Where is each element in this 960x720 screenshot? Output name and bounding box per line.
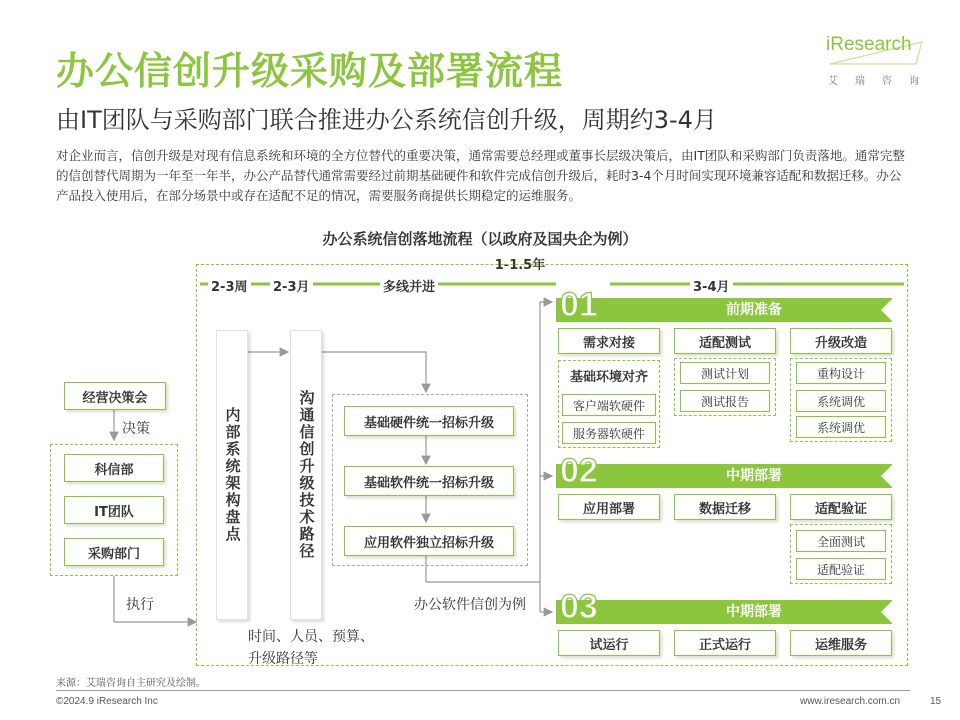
- phase1-server-hw-sw: 服务器软硬件: [562, 422, 656, 444]
- team-box-tech: 科信部: [64, 454, 164, 482]
- phase1-env-head: 基础环境对齐: [569, 370, 648, 385]
- overall-duration: 1-1.5年: [494, 258, 546, 273]
- website-link[interactable]: www.iresearch.com.cn: [800, 696, 901, 707]
- timeline-label-2: 2-3月: [270, 276, 313, 295]
- phase2-banner: [556, 464, 892, 488]
- team-box-it: IT团队: [64, 496, 164, 524]
- footer-divider: [56, 690, 910, 691]
- phase1-redesign: 重构设计: [796, 362, 886, 384]
- phase2-number: 02: [560, 452, 598, 490]
- phase1-tuning-1: 系统调优: [796, 390, 886, 412]
- timeline-label-3: 多线并进: [380, 276, 438, 295]
- intro-paragraph: 对企业而言，信创升级是对现有信息系统和环境的全方位替代的重要决策，通常需要总经理或董事长层级决策后，由IT团队和采购部门负责落地。通常完整的信创替代周期为一年至一年半，办公产品替代通常需要经过前期基础硬件和软件完成信创升级后，耗时3-4个月时间实现环境兼容适配和数据迁移。办公产品投入使用后，在部分场景中或存在适配不足的情况，需要服务商提供长期稳定的运维服务。: [56, 148, 905, 203]
- logo-wordmark: iResearch: [826, 34, 912, 55]
- phase2-adapt-verify-head: 适配验证: [790, 494, 892, 520]
- logo-subtitle: 艾瑞咨询: [828, 76, 936, 87]
- source-note: 来源：艾瑞咨询自主研究及绘制。: [56, 678, 206, 689]
- hardware-tender-box: 基础硬件统一招标升级: [344, 406, 514, 436]
- team-box-procurement: 采购部门: [64, 538, 164, 566]
- phase3-trial-run: 试运行: [558, 630, 660, 656]
- diagram-title: 办公系统信创落地流程（以政府及国央企为例）: [322, 230, 638, 248]
- timeline-label-1: 2-3周: [208, 276, 251, 295]
- phase2-app-deploy: 应用部署: [558, 494, 660, 520]
- phase1-tuning-2: 系统调优: [796, 416, 886, 438]
- phase1-title: 前期准备: [726, 302, 782, 318]
- phase1-upgrade-head: 升级改造: [790, 328, 892, 354]
- copyright: ©2024.9 iResearch Inc: [56, 696, 158, 707]
- phase3-maintenance: 运维服务: [790, 630, 892, 656]
- phase2-data-migration: 数据迁移: [674, 494, 776, 520]
- phase2-full-test: 全面测试: [796, 530, 886, 552]
- phase1-test-plan: 测试计划: [680, 362, 770, 384]
- iresearch-logo: [826, 34, 926, 70]
- page-title: 办公信创升级采购及部署流程: [56, 49, 564, 93]
- office-example-label: 办公软件信创为例: [414, 597, 526, 613]
- decision-label: 决策: [122, 421, 150, 437]
- decision-meeting-box: 经营决策会: [64, 382, 166, 410]
- phase1-req-head: 需求对接: [558, 328, 660, 354]
- phase2-adapt-verify: 适配验证: [796, 558, 886, 580]
- timeline-label-4: 3-4月: [690, 276, 733, 295]
- execute-label: 执行: [126, 597, 154, 613]
- page-subtitle: 由IT团队与采购部门联合推进办公系统信创升级，周期约3-4月: [56, 106, 717, 134]
- phase3-title: 中期部署: [726, 604, 782, 620]
- base-software-tender-box: 基础软件统一招标升级: [344, 466, 514, 496]
- page-number: 15: [930, 696, 942, 707]
- internal-system-inventory-box: 内部系统架构盘点: [216, 330, 248, 620]
- phase3-banner: [556, 600, 892, 624]
- phase1-adapt-test-head: 适配测试: [674, 328, 776, 354]
- phase1-banner: [556, 298, 892, 322]
- inventory-note: 时间、人员、预算、升级路径等: [248, 629, 374, 667]
- phase3-number: 03: [560, 588, 598, 626]
- phase1-client-hw-sw: 客户端软硬件: [562, 394, 656, 416]
- app-software-tender-box: 应用软件独立招标升级: [344, 526, 514, 556]
- phase1-test-report: 测试报告: [680, 390, 770, 412]
- tech-path-communication-box: 沟通信创升级技术路径: [290, 330, 322, 620]
- phase1-number: 01: [560, 286, 598, 324]
- phase2-title: 中期部署: [726, 468, 782, 484]
- phase3-formal-run: 正式运行: [674, 630, 776, 656]
